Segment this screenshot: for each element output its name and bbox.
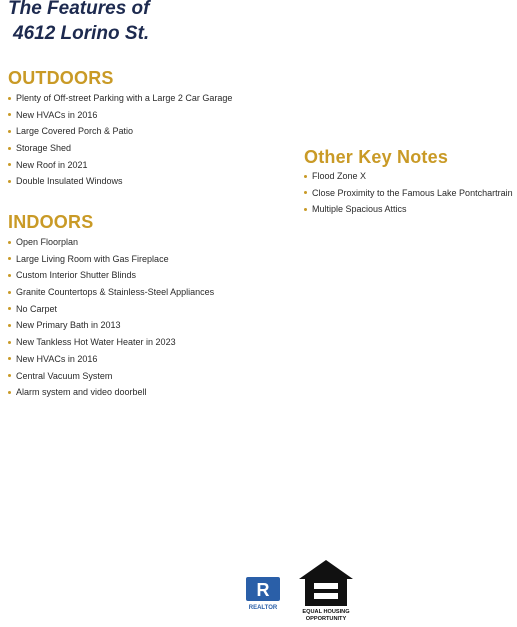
list-item [8, 384, 214, 401]
list-item [8, 157, 232, 174]
list-item-text: New HVACs in 2016 [16, 109, 98, 120]
list-item [304, 185, 513, 202]
list-item-text: Multiple Spacious Attics [312, 204, 407, 215]
list-item [8, 140, 232, 157]
bullet-icon [8, 241, 11, 244]
list-item-text: New HVACs in 2016 [16, 353, 98, 364]
list-item [8, 351, 214, 368]
list-item [8, 234, 214, 251]
list-item-text: New Primary Bath in 2013 [16, 320, 121, 331]
bullet-icon [8, 274, 11, 277]
bullet-icon [8, 113, 11, 116]
realtor-label: REALTOR [248, 605, 278, 611]
list-item-text: No Carpet [16, 303, 58, 314]
list-item [8, 317, 214, 334]
equal-housing-logo [297, 558, 355, 627]
list-item [8, 301, 214, 318]
bullet-icon [8, 163, 11, 166]
bullet-icon [8, 391, 11, 394]
list-item-text: Alarm system and video doorbell [16, 387, 147, 398]
bullet-icon [8, 324, 11, 327]
outdoors-heading: OUTDOORS [8, 68, 114, 88]
equal-housing-line-2: OPPORTUNITY [305, 616, 347, 622]
bullet-icon [8, 97, 11, 100]
list-item-text: Close Proximity to the Famous Lake Pontchartrain [312, 187, 513, 198]
list-item-text: Central Vacuum System [16, 370, 113, 381]
list-item [8, 267, 214, 284]
other-key-notes-heading: Other Key Notes [304, 147, 449, 167]
page-title [8, 0, 149, 46]
equal-housing-icon [297, 558, 355, 622]
list-item [8, 90, 232, 107]
list-item-text: Granite Countertops & Stainless-Steel Appliances [16, 287, 215, 298]
list-item-text: Flood Zone X [312, 171, 367, 181]
list-item-text: Open Floorplan [16, 237, 79, 247]
list-item [8, 123, 232, 140]
list-item [8, 368, 214, 385]
list-item-text: Storage Shed [16, 143, 72, 154]
bullet-icon [8, 374, 11, 377]
indoors-list [8, 234, 214, 401]
list-item [304, 168, 513, 185]
realtor-logo [245, 576, 281, 617]
bullet-icon [8, 307, 11, 310]
bullet-icon [304, 191, 307, 194]
bullet-icon [8, 147, 11, 150]
title-line-1: The Features of [8, 0, 150, 19]
bullet-icon [8, 130, 11, 133]
bullet-icon [8, 257, 11, 260]
list-item-text: Double Insulated Windows [16, 176, 123, 187]
bullet-icon [8, 180, 11, 183]
list-item [304, 201, 513, 218]
list-item [8, 284, 214, 301]
bullet-icon [8, 341, 11, 344]
list-item-text: Large Living Room with Gas Fireplace [16, 253, 169, 264]
list-item [8, 107, 232, 124]
bullet-icon [8, 291, 11, 294]
list-item [8, 334, 214, 351]
realtor-mark: R [256, 580, 270, 600]
title-line-2: 4612 Lorino St. [13, 23, 150, 44]
list-item-text: Custom Interior Shutter Blinds [16, 270, 137, 281]
bullet-icon [8, 357, 11, 360]
indoors-heading: INDOORS [8, 212, 94, 232]
bullet-icon [304, 208, 307, 211]
list-item-text: New Roof in 2021 [16, 159, 88, 170]
list-item [8, 173, 232, 190]
list-item-text: Large Covered Porch & Patio [16, 126, 134, 137]
outdoors-list [8, 90, 232, 190]
realtor-logo-icon [245, 576, 281, 612]
equal-housing-line-1: EQUAL HOUSING [302, 609, 350, 615]
bullet-icon [304, 175, 307, 178]
list-item-text: New Tankless Hot Water Heater in 2023 [16, 337, 176, 348]
other-key-notes-list [304, 168, 513, 218]
list-item-text: Plenty of Off-street Parking with a Large 2 Car Garage [16, 93, 233, 103]
list-item [8, 251, 214, 268]
